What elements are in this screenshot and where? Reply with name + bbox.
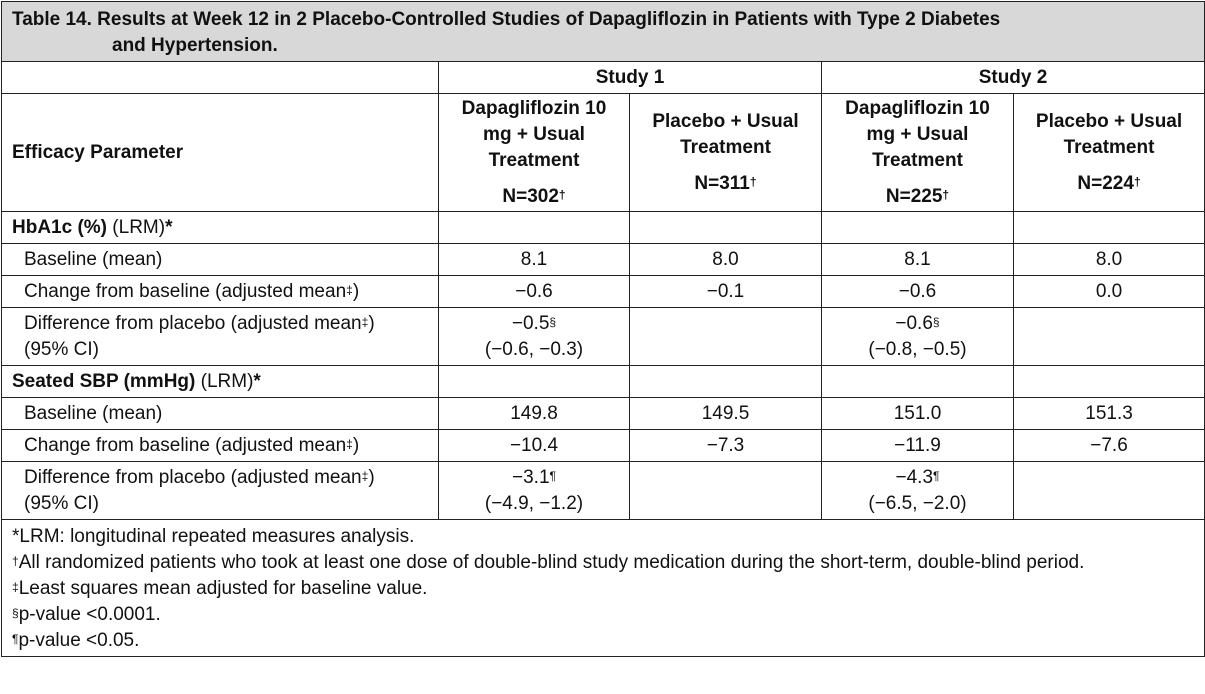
table-row: [2, 398, 1205, 430]
caption-line-1: Table 14. Results at Week 12 in 2 Placebo-Controlled Studies of Dapagliflozin in Patients with Type 2 Diabetes: [12, 8, 1001, 30]
table-cell: −0.5§ (−0.6, −0.3): [439, 308, 630, 366]
table-cell: −7.3: [630, 430, 822, 462]
section-title: HbA1c (%) (LRM)*: [2, 212, 439, 244]
table-cell: [1014, 308, 1205, 366]
footnotes-row: [2, 520, 1205, 657]
footnote: ‡Least squares mean adjusted for baseline value.: [12, 578, 428, 599]
table-row: [2, 276, 1205, 308]
column-n: N=225†: [885, 185, 950, 207]
table-cell: −7.6: [1014, 430, 1205, 462]
footnote: §p-value <0.0001.: [12, 604, 161, 625]
column-label: Dapagliflozin 10 mg + Usual Treatment: [845, 97, 990, 171]
table-cell: 149.8: [439, 398, 630, 430]
column-label: Placebo + Usual Treatment: [1035, 110, 1183, 158]
table-cell: 151.0: [822, 398, 1014, 430]
table-cell: 0.0: [1014, 276, 1205, 308]
table-row: [2, 244, 1205, 276]
efficacy-parameter-header: Efficacy Parameter: [2, 94, 439, 212]
row-label: Change from baseline (adjusted mean‡): [2, 430, 439, 462]
table-cell: −0.6§ (−0.8, −0.5): [822, 308, 1014, 366]
row-label: Difference from placebo (adjusted mean‡) (95% CI): [2, 308, 439, 366]
row-label: Difference from placebo (adjusted mean‡) (95% CI): [2, 462, 439, 520]
section-row-sbp: [2, 366, 1205, 398]
column-n: N=302†: [502, 185, 566, 207]
table-row: [2, 462, 1205, 520]
table-cell: −4.3¶ (−6.5, −2.0): [822, 462, 1014, 520]
row-label: Change from baseline (adjusted mean‡): [2, 276, 439, 308]
section-title: Seated SBP (mmHg) (LRM)*: [2, 366, 439, 398]
row-label: Baseline (mean): [2, 398, 439, 430]
study-2-header: Study 2: [822, 62, 1205, 94]
column-label: Placebo + Usual Treatment: [652, 110, 799, 158]
table-cell: 8.1: [822, 244, 1014, 276]
caption-line-2: and Hypertension.: [112, 34, 278, 56]
column-header-placebo-study1: [630, 94, 822, 212]
table-cell: −10.4: [439, 430, 630, 462]
table-cell: −0.1: [630, 276, 822, 308]
column-header-dapa-study2: [822, 94, 1014, 212]
table-cell: 149.5: [630, 398, 822, 430]
table-cell: −0.6: [439, 276, 630, 308]
column-header-placebo-study2: [1014, 94, 1205, 212]
results-table: [1, 1, 1205, 657]
table-cell: 8.0: [630, 244, 822, 276]
column-n: N=224†: [1077, 172, 1141, 194]
study-header-row: [2, 62, 1205, 94]
table-cell: −3.1¶ (−4.9, −1.2): [439, 462, 630, 520]
empty-corner-cell: [2, 62, 439, 94]
table-row: [2, 308, 1205, 366]
column-header-dapa-study1: [439, 94, 630, 212]
footnote: ¶p-value <0.05.: [12, 630, 140, 651]
table-cell: [630, 308, 822, 366]
table-row: [2, 430, 1205, 462]
column-n: N=311†: [694, 172, 757, 194]
footnotes: [2, 520, 1205, 657]
table-cell: 8.0: [1014, 244, 1205, 276]
row-label: Baseline (mean): [2, 244, 439, 276]
table-cell: [1014, 462, 1205, 520]
table-cell: [630, 462, 822, 520]
section-row-hba1c: [2, 212, 1205, 244]
column-label: Dapagliflozin 10 mg + Usual Treatment: [461, 97, 607, 171]
table-cell: 151.3: [1014, 398, 1205, 430]
table-cell: −0.6: [822, 276, 1014, 308]
table-cell: −11.9: [822, 430, 1014, 462]
table-caption: [2, 2, 1205, 62]
study-1-header: Study 1: [439, 62, 822, 94]
column-header-row: [2, 94, 1205, 212]
footnote: *LRM: longitudinal repeated measures analysis.: [12, 526, 415, 547]
table-cell: 8.1: [439, 244, 630, 276]
footnote: †All randomized patients who took at least one dose of double-blind study medication during the short-term, double-blind period.: [12, 552, 1085, 573]
